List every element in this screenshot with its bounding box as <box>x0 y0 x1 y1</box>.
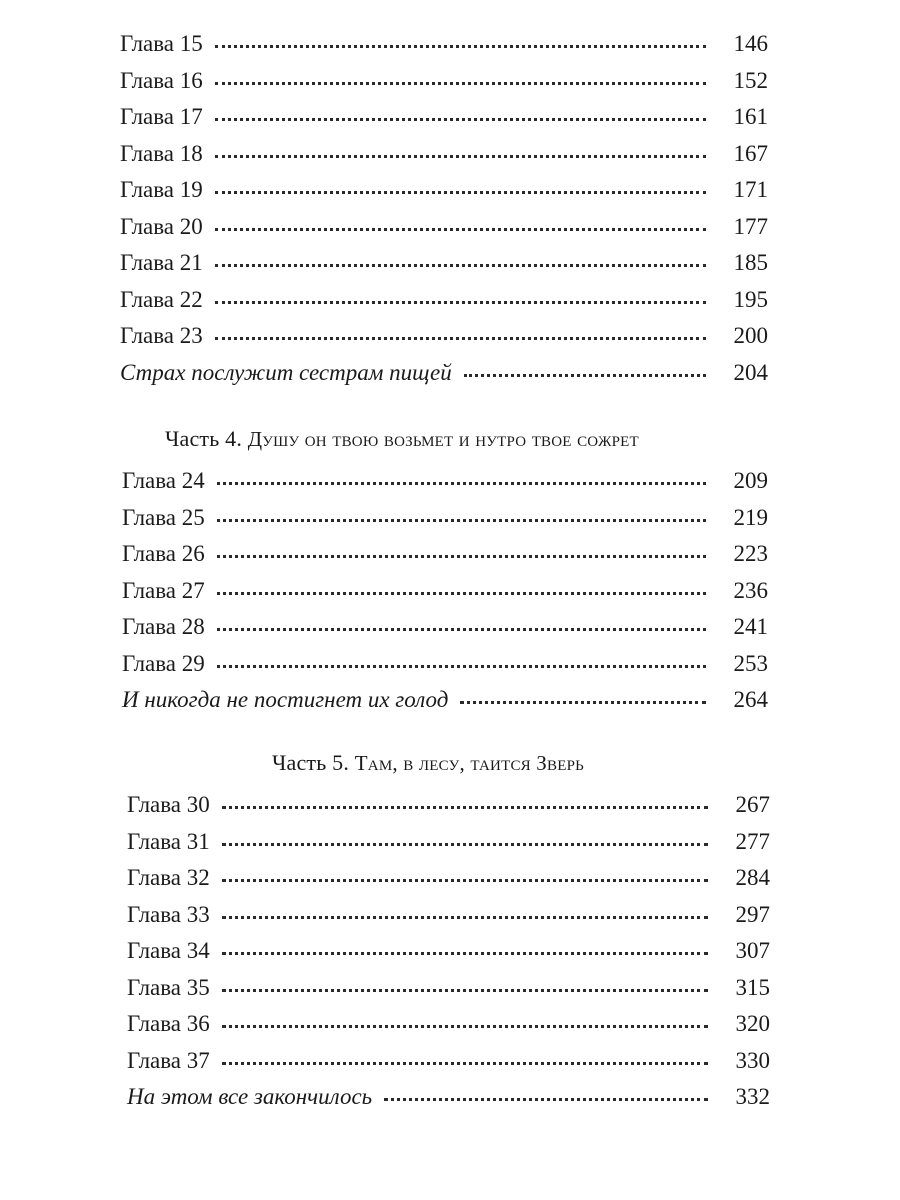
toc-entry-label: На этом все закончилось <box>127 1084 373 1109</box>
toc-entry-label: Глава 17 <box>120 104 203 129</box>
toc-entry-interlude[interactable] <box>122 682 768 719</box>
toc-entry-label: Глава 33 <box>127 901 210 927</box>
dot-leader <box>217 628 706 631</box>
toc-entry[interactable] <box>122 463 768 500</box>
toc-entry-page: 185 <box>733 250 768 275</box>
toc-entry-label: Глава 24 <box>122 468 205 493</box>
toc-entry-page: 146 <box>733 31 768 56</box>
toc-entry-page: 277 <box>735 828 770 854</box>
toc-entry-page: 241 <box>733 614 768 639</box>
dot-leader <box>215 264 706 267</box>
toc-entry[interactable] <box>122 609 768 646</box>
dot-leader <box>222 989 708 992</box>
dot-leader <box>222 1062 708 1065</box>
toc-entry-label: Глава 18 <box>120 140 203 166</box>
toc-entry[interactable] <box>120 172 768 209</box>
dot-leader <box>217 482 706 485</box>
dot-leader <box>215 191 706 194</box>
toc-entry-page: 161 <box>733 104 768 129</box>
dot-leader <box>217 555 706 558</box>
toc-entry-page: 264 <box>733 687 768 712</box>
toc-entry-label: Глава 27 <box>122 577 205 603</box>
toc-entry-page: 267 <box>735 792 770 817</box>
toc-entry[interactable] <box>122 646 768 683</box>
dot-leader <box>215 118 706 121</box>
dot-leader <box>215 301 706 304</box>
toc-entry[interactable] <box>120 99 768 136</box>
toc-entry[interactable] <box>120 209 768 246</box>
toc-entry[interactable] <box>127 860 770 897</box>
dot-leader <box>215 82 706 85</box>
toc-entry[interactable] <box>120 63 768 100</box>
toc-entry[interactable] <box>127 824 770 861</box>
toc-entry[interactable] <box>127 1006 770 1043</box>
dot-leader <box>217 592 706 595</box>
toc-entry-label: Глава 30 <box>127 792 210 817</box>
toc-entry-page: 236 <box>733 577 768 603</box>
toc-entry-label: Глава 25 <box>122 504 205 530</box>
dot-leader <box>222 843 708 846</box>
toc-entry[interactable] <box>127 970 770 1007</box>
part-5-heading <box>272 750 584 776</box>
toc-entry-label: Глава 19 <box>120 177 203 202</box>
dot-leader <box>215 337 706 340</box>
dot-leader <box>215 45 706 48</box>
dot-leader <box>217 519 706 522</box>
toc-entry-page: 171 <box>733 177 768 202</box>
dot-leader <box>222 1025 708 1028</box>
toc-entry-page: 177 <box>733 213 768 239</box>
dot-leader <box>464 374 706 377</box>
toc-entry-label: Глава 16 <box>120 67 203 93</box>
toc-entry-label: Глава 28 <box>122 614 205 639</box>
toc-entry-label: Глава 31 <box>127 828 210 854</box>
toc-entry-label: Глава 23 <box>120 323 203 348</box>
part-4-prefix: Часть 4. <box>165 426 243 451</box>
part-4-heading <box>165 426 639 452</box>
toc-entry[interactable] <box>120 318 768 355</box>
toc-block-part3-continued <box>120 26 768 391</box>
toc-entry-label: Глава 15 <box>120 31 203 56</box>
toc-entry-label: Глава 36 <box>127 1011 210 1036</box>
toc-entry-label: Страх послужит сестрам пищей <box>120 359 452 385</box>
toc-entry-page: 297 <box>735 901 770 927</box>
toc-entry[interactable] <box>127 1043 770 1080</box>
dot-leader <box>215 228 706 231</box>
toc-entry-page: 284 <box>735 865 770 890</box>
toc-entry[interactable] <box>120 136 768 173</box>
toc-entry-page: 200 <box>733 323 768 348</box>
dot-leader <box>222 952 708 955</box>
toc-entry-label: Глава 32 <box>127 865 210 890</box>
part-5-prefix: Часть 5. <box>272 750 350 775</box>
toc-entry-label: Глава 34 <box>127 938 210 963</box>
toc-entry-label: Глава 22 <box>120 286 203 312</box>
toc-entry-page: 167 <box>733 140 768 166</box>
part-4-title: Душу он твою возьмет и нутро твое сожрет <box>247 427 639 451</box>
toc-entry-page: 330 <box>735 1047 770 1073</box>
toc-entry[interactable] <box>120 282 768 319</box>
toc-entry-label: Глава 37 <box>127 1047 210 1073</box>
toc-entry-label: Глава 26 <box>122 541 205 566</box>
dot-leader <box>222 879 708 882</box>
toc-entry[interactable] <box>122 500 768 537</box>
toc-entry-label: Глава 21 <box>120 250 203 275</box>
toc-entry[interactable] <box>127 933 770 970</box>
toc-block-part5 <box>127 787 770 1116</box>
toc-entry-page: 204 <box>733 359 768 385</box>
toc-block-part4 <box>122 463 768 719</box>
dot-leader <box>384 1098 708 1101</box>
dot-leader <box>460 701 706 704</box>
toc-entry-page: 307 <box>735 938 770 963</box>
dot-leader <box>222 806 708 809</box>
toc-entry-interlude[interactable] <box>127 1079 770 1116</box>
toc-entry[interactable] <box>122 573 768 610</box>
part-5-title: Там, в лесу, таится Зверь <box>354 751 584 775</box>
toc-entry-page: 209 <box>733 468 768 493</box>
toc-entry[interactable] <box>120 245 768 282</box>
toc-entry[interactable] <box>120 26 768 63</box>
toc-entry-page: 253 <box>733 650 768 676</box>
toc-entry-interlude[interactable] <box>120 355 768 392</box>
dot-leader <box>215 155 706 158</box>
toc-entry[interactable] <box>127 897 770 934</box>
dot-leader <box>217 665 706 668</box>
toc-entry-label: И никогда не постигнет их голод <box>122 687 449 712</box>
toc-entry-page: 223 <box>733 541 768 566</box>
toc-entry[interactable] <box>127 787 770 824</box>
dot-leader <box>222 916 708 919</box>
toc-entry-label: Глава 20 <box>120 213 203 239</box>
toc-entry-page: 195 <box>733 286 768 312</box>
toc-entry[interactable] <box>122 536 768 573</box>
toc-entry-page: 320 <box>735 1011 770 1036</box>
toc-entry-page: 315 <box>735 974 770 1000</box>
toc-entry-page: 219 <box>733 504 768 530</box>
toc-entry-page: 332 <box>735 1084 770 1109</box>
toc-entry-page: 152 <box>733 67 768 93</box>
toc-entry-label: Глава 35 <box>127 974 210 1000</box>
toc-entry-label: Глава 29 <box>122 650 205 676</box>
